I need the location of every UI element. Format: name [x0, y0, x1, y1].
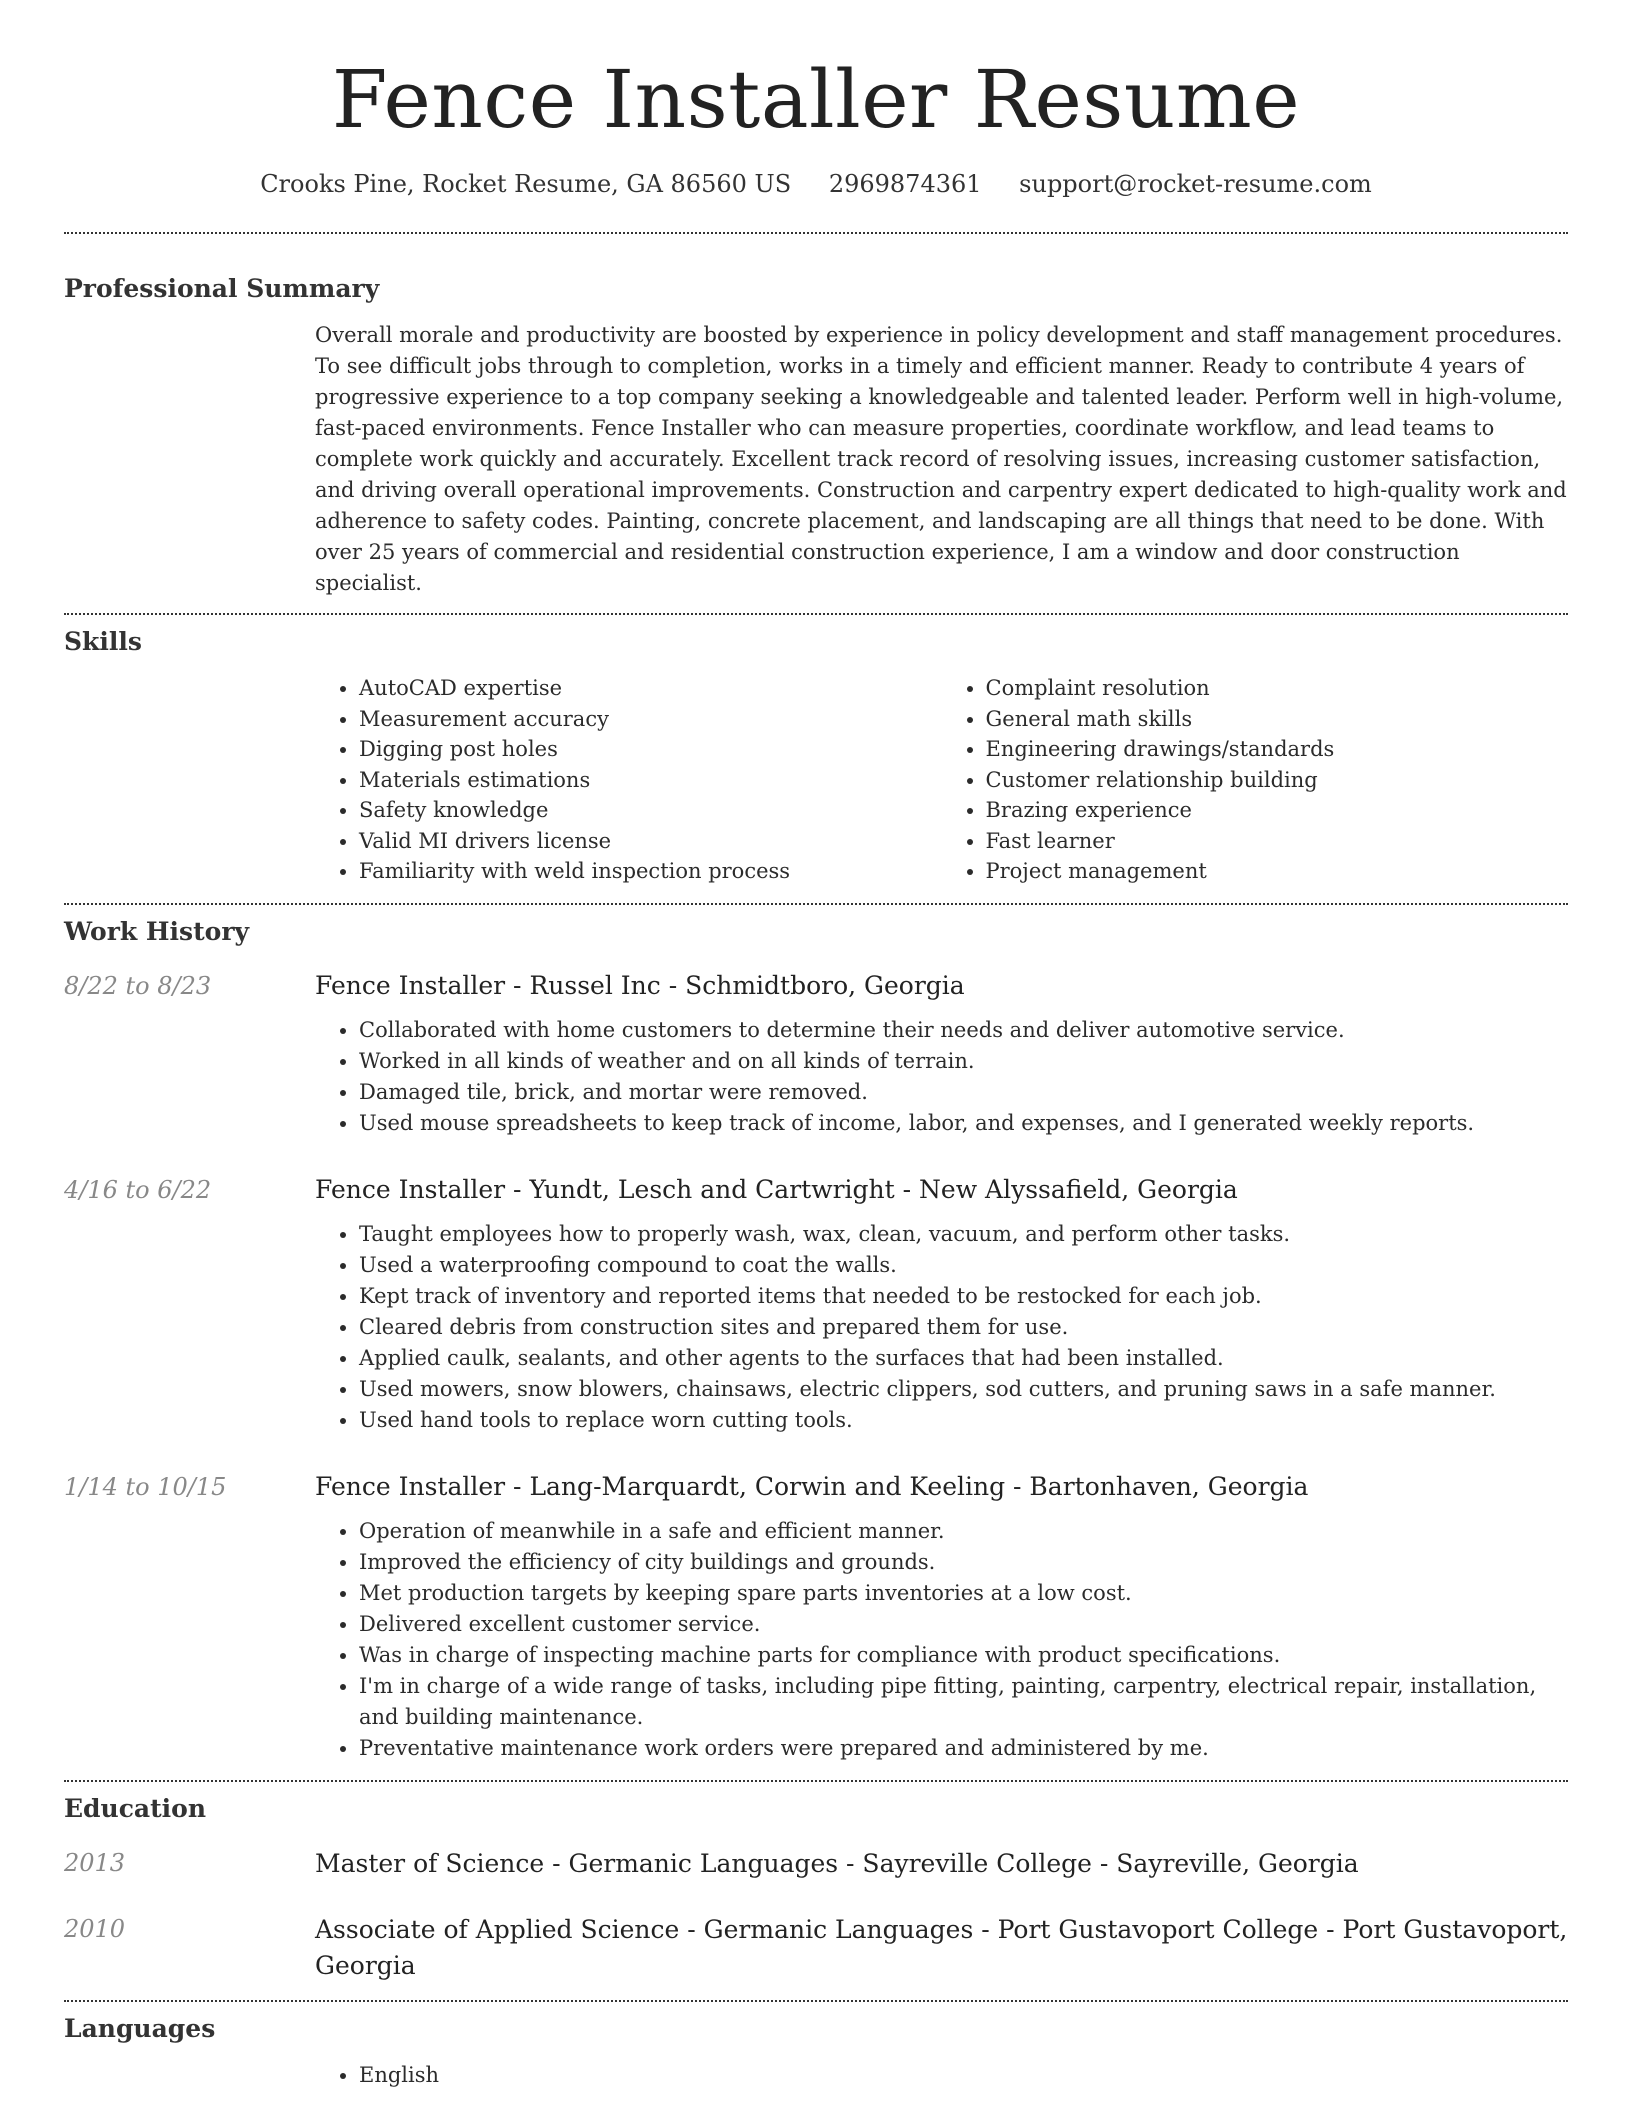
- job-entry: [64, 969, 1568, 1173]
- skill-item: • AutoCAD expertise: [359, 673, 942, 704]
- skill-item: • Customer relationship building: [986, 765, 1569, 796]
- work-heading: Work History: [64, 916, 250, 946]
- job-bullet: • Damaged tile, brick, and mortar were removed.: [359, 1077, 1568, 1108]
- job-date: 1/14 to 10/15: [64, 1472, 227, 1501]
- job-list: [64, 969, 1568, 1780]
- skill-item: • Brazing experience: [986, 795, 1569, 826]
- skill-item: • General math skills: [986, 704, 1569, 735]
- job-bullet: • Used mowers, snow blowers, chainsaws, electric clippers, sod cutters, and pruning saws in a safe manner.: [359, 1374, 1568, 1405]
- education-date: 2013: [64, 1848, 126, 1877]
- job-bullet: • Worked in all kinds of weather and on all kinds of terrain.: [359, 1046, 1568, 1077]
- job-title: Fence Installer - Yundt, Lesch and Cartwright - New Alyssafield, Georgia: [315, 1174, 1238, 1204]
- skill-item: • Fast learner: [986, 826, 1569, 857]
- summary-section: [64, 234, 1568, 613]
- job-bullets: [315, 1219, 1568, 1436]
- languages-content: [315, 2060, 1568, 2111]
- job-bullets: [315, 1015, 1568, 1139]
- summary-text: Overall morale and productivity are boosted by experience in policy development and staff management procedures. To see difficult jobs through to completion, works in a timely and efficient manner. Ready to contribute 4 years of progressive experience to a top company seeking a knowledgeable and talented leader. Perform well in high-volume, fast-paced environments. Fence Installer who can measure properties, coordinate workflow, and lead teams to complete work quickly and accurately. Excellent track record of resolving issues, increasing customer satisfaction, and driving overall operational improvements. Construction and carpentry expert dedicated to high-quality work and adherence to safety codes. Painting, concrete placement, and landscaping are all things that need to be done. With over 25 years of commercial and residential construction experience, I am a window and door construction specialist.: [315, 323, 1567, 595]
- skill-item: • Familiarity with weld inspection process: [359, 856, 942, 887]
- skill-item: • Complaint resolution: [986, 673, 1569, 704]
- job-bullet: • Used hand tools to replace worn cutting tools.: [359, 1405, 1568, 1436]
- skills-columns: [315, 673, 1568, 903]
- job-bullet: • Preventative maintenance work orders were prepared and administered by me.: [359, 1733, 1568, 1764]
- job-content: [315, 1470, 1568, 1764]
- skill-item: • Measurement accuracy: [359, 704, 942, 735]
- job-bullet: • Used a waterproofing compound to coat the walls.: [359, 1250, 1568, 1281]
- summary-heading: Professional Summary: [64, 274, 380, 303]
- work-section: [64, 905, 1568, 1780]
- education-date: 2010: [64, 1914, 126, 1943]
- skill-item: • Materials estimations: [359, 765, 942, 796]
- education-title: Master of Science - Germanic Languages - Sayreville College - Sayreville, Georgia: [315, 1848, 1359, 1878]
- job-bullet: • Met production targets by keeping spare parts inventories at a low cost.: [359, 1578, 1568, 1609]
- job-title: Fence Installer - Russel Inc - Schmidtboro, Georgia: [315, 970, 965, 1000]
- job-bullet: • Kept track of inventory and reported items that needed to be restocked for each job.: [359, 1281, 1568, 1312]
- skills-section: [64, 615, 1568, 903]
- job-bullet: • Collaborated with home customers to determine their needs and deliver automotive service.: [359, 1015, 1568, 1046]
- job-title: Fence Installer - Lang-Marquardt, Corwin and Keeling - Bartonhaven, Georgia: [315, 1471, 1309, 1501]
- skill-item: • Safety knowledge: [359, 795, 942, 826]
- job-bullet: • Improved the efficiency of city buildings and grounds.: [359, 1547, 1568, 1578]
- education-title: Associate of Applied Science - Germanic Languages - Port Gustavoport College - Port Gustavoport, Georgia: [315, 1914, 1568, 1980]
- education-list: [64, 1846, 1568, 2000]
- job-bullet: • Applied caulk, sealants, and other agents to the surfaces that had been installed.: [359, 1343, 1568, 1374]
- languages-section: [64, 2002, 1568, 2111]
- skills-list-left: [315, 673, 942, 887]
- job-entry: [64, 1470, 1568, 1780]
- job-bullet: • Taught employees how to properly wash, wax, clean, vacuum, and perform other tasks.: [359, 1219, 1568, 1250]
- job-date: 4/16 to 6/22: [64, 1175, 212, 1204]
- job-date: 8/22 to 8/23: [64, 971, 212, 1000]
- contact-phone: 2969874361: [828, 170, 982, 198]
- skills-heading: Skills: [64, 627, 142, 656]
- job-bullet: • Cleared debris from construction sites and prepared them for use.: [359, 1312, 1568, 1343]
- contact-email: support@rocket-resume.com: [1019, 170, 1372, 198]
- job-content: [315, 1173, 1568, 1436]
- job-content: [315, 969, 1568, 1139]
- page-title: Fence Installer Resume: [331, 53, 1301, 146]
- resume-page: [64, 0, 1568, 2111]
- skills-list-right: [942, 673, 1569, 887]
- job-bullet: • Operation of meanwhile in a safe and efficient manner.: [359, 1516, 1568, 1547]
- skill-item: • Project management: [986, 856, 1569, 887]
- job-bullet: • Was in charge of inspecting machine parts for compliance with product specifications.: [359, 1640, 1568, 1671]
- job-bullets: [315, 1516, 1568, 1764]
- education-section: [64, 1782, 1568, 2000]
- language-item: • English: [359, 2060, 1568, 2091]
- languages-heading: Languages: [64, 2013, 216, 2043]
- education-entry: [64, 1912, 1568, 2000]
- education-heading: Education: [64, 1793, 207, 1823]
- job-bullet: • I'm in charge of a wide range of tasks, including pipe fitting, painting, carpentry, electrical repair, installation, and building maintenance.: [359, 1671, 1568, 1733]
- job-bullet: • Used mouse spreadsheets to keep track of income, labor, and expenses, and I generated weekly reports.: [359, 1108, 1568, 1139]
- languages-list: [315, 2060, 1568, 2091]
- contact-address: Crooks Pine, Rocket Resume, GA 86560 US: [260, 170, 792, 198]
- skill-item: • Digging post holes: [359, 734, 942, 765]
- skill-item: • Engineering drawings/standards: [986, 734, 1569, 765]
- job-entry: [64, 1173, 1568, 1470]
- contact-line: [64, 170, 1568, 198]
- education-entry: [64, 1846, 1568, 1912]
- skill-item: • Valid MI drivers license: [359, 826, 942, 857]
- job-bullet: • Delivered excellent customer service.: [359, 1609, 1568, 1640]
